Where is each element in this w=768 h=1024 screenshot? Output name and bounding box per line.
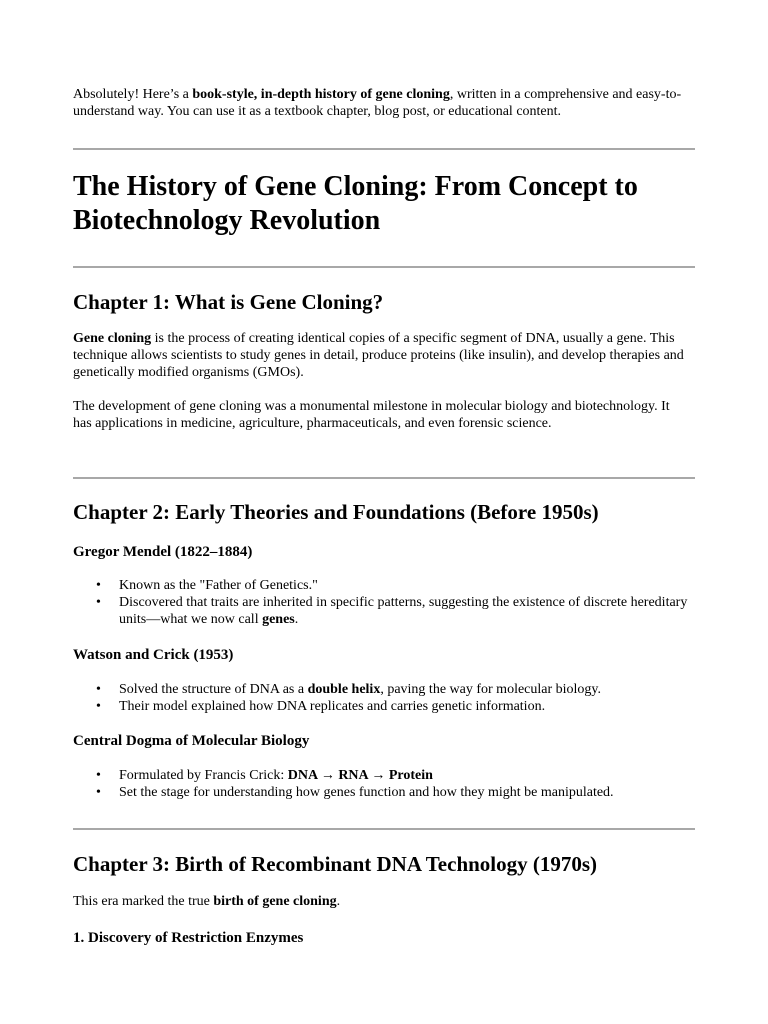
watson-item-1-text-1: Solved the structure of DNA as a: [119, 682, 308, 697]
chapter-3-bold: birth of gene cloning: [213, 894, 337, 909]
divider-4: [73, 828, 695, 830]
watson-item-2-text: Their model explained how DNA replicates and carries genetic information.: [119, 699, 546, 714]
dogma-item-2-text: Set the stage for understanding how genes function and how they might be manipulated.: [119, 785, 614, 800]
divider-2: [73, 266, 695, 268]
watson-crick-list: [73, 681, 695, 715]
chapter-2-heading: Chapter 2: Early Theories and Foundations (Before 1950s): [73, 500, 599, 524]
intro-text-2: , written in a comprehensive and easy-to-understand way. You can use it as a textbook chapter, blog post, or educational content.: [73, 87, 682, 119]
divider-1: [73, 148, 695, 150]
chapter-1-paragraph-1-text: is the process of creating identical copies of a specific segment of DNA, usually a gene. This technique allows scientists to study genes in detail, produce proteins (like insulin), and develop therapies and genetically modified organisms (GMOs).: [73, 331, 684, 380]
chapter-1-paragraph-2: The development of gene cloning was a monumental milestone in molecular biology and biotechnology. It has applications in medicine, agriculture, pharmaceuticals, and even forensic science.: [73, 399, 670, 431]
list-item: [73, 577, 695, 594]
mendel-item-2-bold: genes: [262, 612, 295, 627]
watson-item-1-bold: double helix: [307, 682, 381, 697]
intro-paragraph: [73, 86, 695, 120]
mendel-heading: Gregor Mendel (1822–1884): [73, 544, 253, 560]
list-item: [73, 767, 695, 784]
list-item: [73, 698, 695, 715]
central-dogma-heading: Central Dogma of Molecular Biology: [73, 733, 310, 749]
mendel-item-2-text-2: .: [294, 612, 299, 627]
chapter-3-text-2: .: [336, 894, 341, 909]
list-item: [73, 681, 695, 698]
intro-text-1: Absolutely! Here’s a: [73, 87, 193, 102]
document-title: The History of Gene Cloning: From Concept to Biotechnology Revolution: [73, 171, 638, 236]
chapter-1-heading: Chapter 1: What is Gene Cloning?: [73, 290, 384, 314]
restriction-enzymes-heading: 1. Discovery of Restriction Enzymes: [73, 930, 304, 946]
mendel-item-1-text: Known as the "Father of Genetics.": [119, 578, 318, 593]
list-item: [73, 784, 695, 801]
chapter-1-paragraph-1: [73, 330, 685, 381]
list-item: [73, 594, 695, 628]
central-dogma-list: [73, 767, 695, 801]
mendel-list: [73, 577, 695, 628]
chapter-1-bold-term: Gene cloning: [73, 331, 152, 346]
watson-crick-heading: Watson and Crick (1953): [73, 647, 234, 663]
dogma-item-1-text: Formulated by Francis Crick:: [119, 768, 288, 783]
chapter-3-heading: Chapter 3: Birth of Recombinant DNA Technology (1970s): [73, 852, 598, 876]
divider-3: [73, 477, 695, 479]
chapter-3-paragraph-1: [73, 893, 685, 910]
chapter-3-text-1: This era marked the true: [73, 894, 214, 909]
mendel-item-2-text-1: Discovered that traits are inherited in specific patterns, suggesting the existence of discrete hereditary units—what we now call: [119, 595, 688, 627]
intro-bold-text: book-style, in-depth history of gene cloning: [192, 87, 450, 102]
dogma-item-1-bold: DNA → RNA → Protein: [287, 768, 433, 783]
watson-item-1-text-2: , paving the way for molecular biology.: [380, 682, 602, 697]
